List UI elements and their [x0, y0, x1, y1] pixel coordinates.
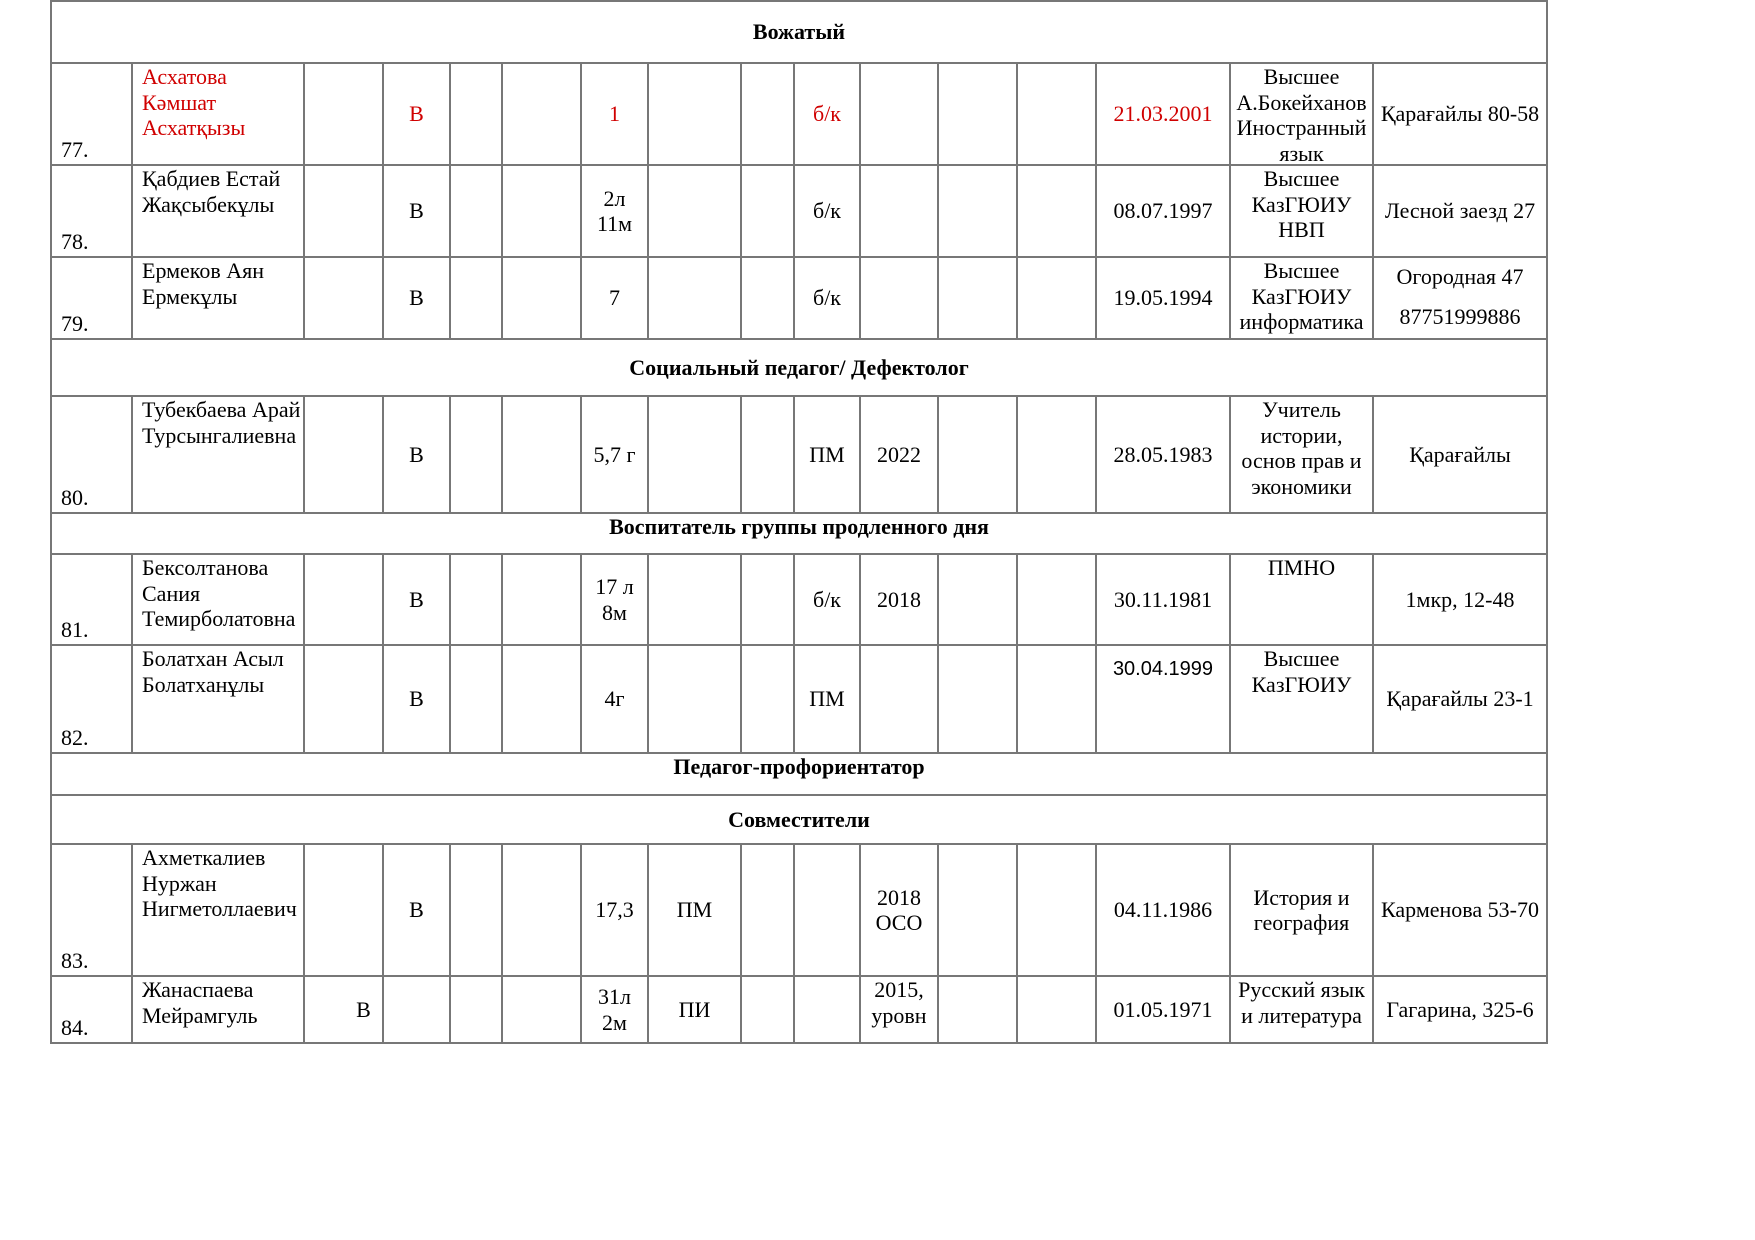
table-cell — [1016, 164, 1097, 258]
section-title: Воспитатель группы продленного дня — [609, 514, 989, 539]
table-cell — [449, 644, 503, 754]
address: 1мкр, 12-48 — [1405, 586, 1515, 612]
row-number: 79. — [61, 311, 89, 336]
row-number: 82. — [61, 725, 89, 750]
birth-date: 28.05.1983 — [1113, 441, 1213, 467]
birth-date: 01.05.1971 — [1113, 996, 1213, 1022]
table-cell — [303, 164, 384, 258]
staff-type: В — [409, 897, 424, 923]
work-experience: 4г — [604, 686, 625, 712]
staff-type: В — [356, 996, 371, 1022]
table-cell — [740, 62, 795, 166]
address: Қарағайлы 23-1 — [1386, 686, 1534, 712]
category: б/к — [813, 586, 841, 612]
row-number: 84. — [61, 1015, 89, 1040]
table-cell — [1016, 62, 1097, 166]
education: Высшее КазГЮИУ НВП — [1251, 166, 1352, 242]
table-cell — [501, 256, 582, 340]
table-cell — [449, 975, 503, 1044]
education: Высшее КазГЮИУ информатика — [1239, 258, 1364, 334]
table-cell — [501, 62, 582, 166]
row-number: 77. — [61, 137, 89, 162]
section-title: Совместители — [728, 806, 870, 832]
table-cell — [501, 644, 582, 754]
table-cell — [449, 553, 503, 646]
employee-name: Қабдиев Естай Жақсыбекұлы — [142, 166, 281, 217]
birth-date: 30.11.1981 — [1113, 586, 1213, 612]
education: Учитель истории, основ прав и экономики — [1241, 397, 1362, 499]
category: ПМ — [809, 441, 845, 467]
table-cell — [937, 395, 1018, 514]
table-cell — [1016, 843, 1097, 977]
table-cell — [740, 164, 795, 258]
education: Высшее А.Бокейханов Иностранный язык — [1236, 64, 1367, 166]
table-cell — [449, 164, 503, 258]
table-cell — [501, 975, 582, 1044]
table-cell — [501, 843, 582, 977]
row-number: 80. — [61, 485, 89, 510]
staff-type: В — [409, 586, 424, 612]
table-cell — [647, 256, 742, 340]
table-cell — [740, 256, 795, 340]
employee-name: Жанаспаева Мейрамгуль — [142, 977, 258, 1028]
table-cell — [740, 843, 795, 977]
birth-date: 30.04.1999 — [1112, 658, 1214, 680]
address: Қарағайлы — [1409, 441, 1511, 467]
category: б/к — [813, 285, 841, 311]
table-cell — [937, 164, 1018, 258]
table-cell — [647, 62, 742, 166]
education: ПМНО — [1267, 555, 1336, 580]
employee-name: Тубекбаева Арай Турсынгалиевна — [142, 397, 301, 448]
attestation-year: 2018 — [877, 586, 921, 612]
row-number: 81. — [61, 617, 89, 642]
staff-type: В — [409, 101, 424, 127]
table-cell — [937, 256, 1018, 340]
staff-type: В — [409, 441, 424, 467]
qualification: ПМ — [676, 897, 713, 923]
category: б/к — [813, 198, 841, 224]
table-cell — [449, 843, 503, 977]
table-cell — [740, 644, 795, 754]
table-cell — [303, 395, 384, 514]
staff-type: В — [409, 285, 424, 311]
work-experience: 2л 11м — [596, 185, 633, 236]
table-cell — [937, 553, 1018, 646]
table-cell — [1016, 975, 1097, 1044]
address: Карменова 53-70 — [1381, 897, 1539, 923]
table-cell — [740, 395, 795, 514]
table-cell — [303, 644, 384, 754]
education: История и география — [1253, 884, 1350, 935]
work-experience: 7 — [609, 285, 620, 311]
row-number: 78. — [61, 229, 89, 254]
work-experience: 17,3 — [595, 897, 634, 923]
table-cell — [449, 395, 503, 514]
table-cell — [740, 975, 795, 1044]
staff-type: В — [409, 686, 424, 712]
employee-name: Ахметкалиев Нуржан Нигметоллаевич — [142, 845, 297, 921]
table-cell — [937, 644, 1018, 754]
row-number: 83. — [61, 948, 89, 973]
table-cell — [647, 644, 742, 754]
qualification: ПИ — [678, 996, 711, 1022]
employee-name: Ермеков Аян Ермекұлы — [142, 258, 265, 309]
work-experience: 1 — [609, 101, 620, 127]
table-cell — [501, 395, 582, 514]
section-title: Вожатый — [752, 19, 846, 44]
birth-date: 21.03.2001 — [1113, 101, 1213, 127]
table-cell — [793, 975, 861, 1044]
table-cell — [1016, 256, 1097, 340]
address: Гагарина, 325-6 — [1386, 996, 1534, 1022]
attestation-year: 2022 — [877, 441, 921, 467]
education: Русский язык и литература — [1238, 977, 1365, 1028]
table-cell — [793, 843, 861, 977]
table-cell — [1016, 395, 1097, 514]
table-cell — [449, 62, 503, 166]
section-title: Социальный педагог/ Дефектолог — [629, 354, 969, 380]
attestation-year: 2018 ОСО — [875, 884, 923, 935]
table-cell — [937, 975, 1018, 1044]
table-cell — [859, 644, 939, 754]
table-cell — [303, 843, 384, 977]
work-experience: 31л 2м — [598, 984, 631, 1035]
work-experience: 5,7 г — [593, 441, 636, 467]
education: Высшее КазГЮИУ — [1251, 646, 1352, 697]
table-cell — [501, 164, 582, 258]
table-cell — [647, 395, 742, 514]
table-cell — [647, 164, 742, 258]
table-cell — [859, 62, 939, 166]
birth-date: 19.05.1994 — [1113, 285, 1213, 311]
employee-name: Болатхан Асыл Болатханұлы — [142, 646, 284, 697]
table-cell — [1016, 553, 1097, 646]
table-cell — [303, 62, 384, 166]
birth-date: 08.07.1997 — [1113, 198, 1213, 224]
address: Қарағайлы 80-58 — [1380, 101, 1540, 127]
table-cell — [303, 553, 384, 646]
table-cell — [449, 256, 503, 340]
category: б/к — [813, 101, 841, 127]
staff-type: В — [409, 198, 424, 224]
employee-name: Асхатова Кәмшат Асхатқызы — [142, 64, 246, 140]
table-cell — [937, 843, 1018, 977]
table-cell — [740, 553, 795, 646]
category: ПМ — [809, 686, 845, 712]
address: Лесной заезд 27 — [1384, 198, 1536, 224]
table-cell — [647, 553, 742, 646]
table-cell — [937, 62, 1018, 166]
table-cell — [501, 553, 582, 646]
birth-date: 04.11.1986 — [1113, 897, 1213, 923]
work-experience: 17 л 8м — [595, 574, 634, 625]
table-cell — [859, 164, 939, 258]
table-cell — [859, 256, 939, 340]
employee-name: Бексолтанова Сания Темирболатовна — [142, 555, 296, 631]
address: Огородная 47 87751999886 — [1396, 264, 1524, 329]
table-cell — [303, 256, 384, 340]
table-cell — [1016, 644, 1097, 754]
attestation-year: 2015, уровн — [871, 977, 927, 1028]
section-title: Педагог-профориентатор — [673, 754, 925, 779]
